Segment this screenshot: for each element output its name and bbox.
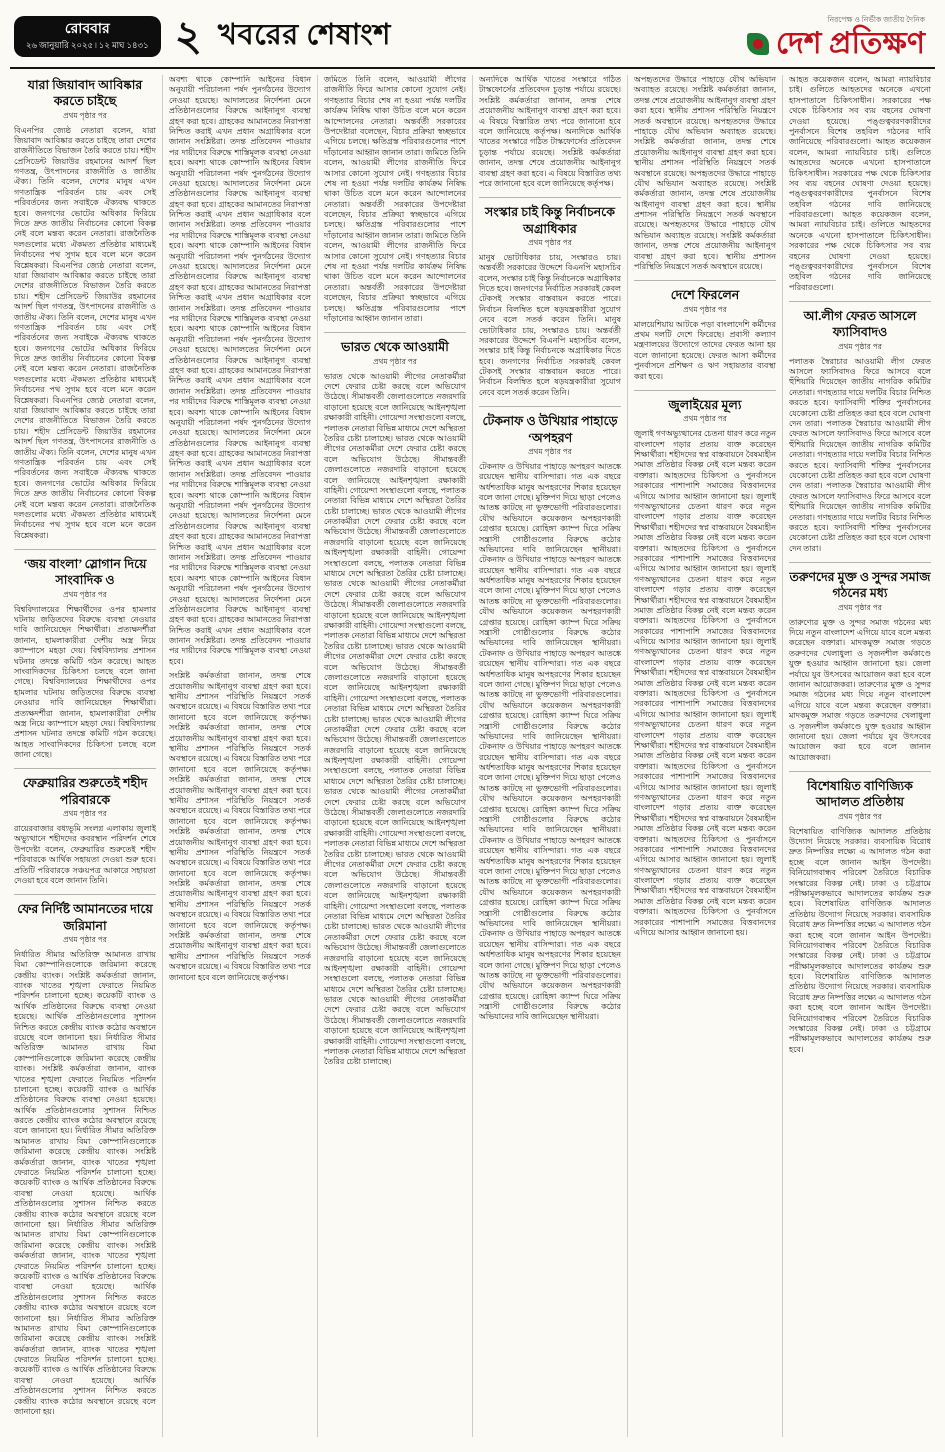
article-headline[interactable]: দেশে ফিরলেন bbox=[634, 280, 776, 303]
article-headline[interactable]: জুলাইয়ের মূল্য bbox=[634, 390, 776, 413]
masthead-logo-icon bbox=[747, 33, 769, 55]
article-body-text: টেকনাফ ও উখিয়ার পাহাড়ে অপহরণ আতঙ্কে রয়েছেন স্থানীয় বাসিন্দারা। গত এক বছরে অর্ধশতাধিক মানুষ অপহরণের শিকার হয়েছেন বলে জানা গেছে। মুক্তিপণ দিয়ে ছাড়া পেলেও আতঙ্ক কাটছে না ভুক্তভোগী পরিবারগুলোর। যৌথ অভিযানে কয়েকজন অপহরণকারী গ্রেপ্তার হয়েছে। রোহিঙ্গা ক্যাম্প ঘিরে সক্রিয় সন্ত্রাসী গোষ্ঠীগুলোর বিরুদ্ধে কঠোর অভিযানের দাবি জানিয়েছেন স্থানীয়রা। টেকনাফ ও উখিয়ার পাহাড়ে অপহরণ আতঙ্কে রয়েছেন স্থানীয় বাসিন্দারা। গত এক বছরে অর্ধশতাধিক মানুষ অপহরণের শিকার হয়েছেন বলে জানা গেছে। মুক্তিপণ দিয়ে ছাড়া পেলেও আতঙ্ক কাটছে না ভুক্তভোগী পরিবারগুলোর। যৌথ অভিযানে কয়েকজন অপহরণকারী গ্রেপ্তার হয়েছে। রোহিঙ্গা ক্যাম্প ঘিরে সক্রিয় সন্ত্রাসী গোষ্ঠীগুলোর বিরুদ্ধে কঠোর অভিযানের দাবি জানিয়েছেন স্থানীয়রা। টেকনাফ ও উখিয়ার পাহাড়ে অপহরণ আতঙ্কে রয়েছেন স্থানীয় বাসিন্দারা। গত এক বছরে অর্ধশতাধিক মানুষ অপহরণের শিকার হয়েছেন বলে জানা গেছে। মুক্তিপণ দিয়ে ছাড়া পেলেও আতঙ্ক কাটছে না ভুক্তভোগী পরিবারগুলোর। যৌথ অভিযানে কয়েকজন অপহরণকারী গ্রেপ্তার হয়েছে। রোহিঙ্গা ক্যাম্প ঘিরে সক্রিয় সন্ত্রাসী গোষ্ঠীগুলোর বিরুদ্ধে কঠোর অভিযানের দাবি জানিয়েছেন স্থানীয়রা। টেকনাফ ও উখিয়ার পাহাড়ে অপহরণ আতঙ্কে রয়েছেন স্থানীয় বাসিন্দারা। গত এক বছরে অর্ধশতাধিক মানুষ অপহরণের শিকার হয়েছেন বলে জানা গেছে। মুক্তিপণ দিয়ে ছাড়া পেলেও আতঙ্ক কাটছে না ভুক্তভোগী পরিবারগুলোর। যৌথ অভিযানে কয়েকজন অপহরণকারী গ্রেপ্তার হয়েছে। রোহিঙ্গা ক্যাম্প ঘিরে সক্রিয় সন্ত্রাসী গোষ্ঠীগুলোর বিরুদ্ধে কঠোর অভিযানের দাবি জানিয়েছেন স্থানীয়রা। টেকনাফ ও উখিয়ার পাহাড়ে অপহরণ আতঙ্কে রয়েছেন স্থানীয় বাসিন্দারা। গত এক বছরে অর্ধশতাধিক মানুষ অপহরণের শিকার হয়েছেন বলে জানা গেছে। মুক্তিপণ দিয়ে ছাড়া পেলেও আতঙ্ক কাটছে না ভুক্তভোগী পরিবারগুলোর। যৌথ অভিযানে কয়েকজন অপহরণকারী গ্রেপ্তার হয়েছে। রোহিঙ্গা ক্যাম্প ঘিরে সক্রিয় সন্ত্রাসী গোষ্ঠীগুলোর বিরুদ্ধে কঠোর অভিযানের দাবি জানিয়েছেন স্থানীয়রা। টেকনাফ ও উখিয়ার পাহাড়ে অপহরণ আতঙ্কে রয়েছেন স্থানীয় বাসিন্দারা। গত এক বছরে অর্ধশতাধিক মানুষ অপহরণের শিকার হয়েছেন বলে জানা গেছে। মুক্তিপণ দিয়ে ছাড়া পেলেও আতঙ্ক কাটছে না ভুক্তভোগী পরিবারগুলোর। যৌথ অভিযানে কয়েকজন অপহরণকারী গ্রেপ্তার হয়েছে। রোহিঙ্গা ক্যাম্প ঘিরে সক্রিয় সন্ত্রাসী গোষ্ঠীগুলোর বিরুদ্ধে কঠোর অভিযানের দাবি জানিয়েছেন স্থানীয়রা। bbox=[479, 461, 621, 1022]
article-body-text: বিএনপির জ্যেষ্ঠ নেতারা বলেন, যারা জিয়াবাদ আবিষ্কার করতে চাইছে তারা দেশের রাজনীতিতে বিভাজন তৈরি করতে চায়। শহীদ প্রেসিডেন্ট জিয়াউর রহমানের আদর্শ ছিল গণতন্ত্র, উৎপাদনের রাজনীতি ও জাতীয় ঐক্য। তিনি বলেন, দেশের মানুষ এখন গণতান্ত্রিক পরিবর্তন চায় এবং সেই পরিবর্তনের জন্য সবাইকে ঐক্যবদ্ধ থাকতে হবে। জনগণের ভোটের অধিকার ফিরিয়ে দিতে দ্রুত জাতীয় নির্বাচনের কোনো বিকল্প নেই বলে মন্তব্য করেন নেতারা। রাজনৈতিক দলগুলোর মধ্যে ঐকমত্য প্রতিষ্ঠার মাধ্যমেই নির্বাচনের পথ সুগম হবে বলে মনে করেন বিশ্লেষকরা। বিএনপির জ্যেষ্ঠ নেতারা বলেন, যারা জিয়াবাদ আবিষ্কার করতে চাইছে তারা দেশের রাজনীতিতে বিভাজন তৈরি করতে চায়। শহীদ প্রেসিডেন্ট জিয়াউর রহমানের আদর্শ ছিল গণতন্ত্র, উৎপাদনের রাজনীতি ও জাতীয় ঐক্য। তিনি বলেন, দেশের মানুষ এখন গণতান্ত্রিক পরিবর্তন চায় এবং সেই পরিবর্তনের জন্য সবাইকে ঐক্যবদ্ধ থাকতে হবে। জনগণের ভোটের অধিকার ফিরিয়ে দিতে দ্রুত জাতীয় নির্বাচনের কোনো বিকল্প নেই বলে মন্তব্য করেন নেতারা। রাজনৈতিক দলগুলোর মধ্যে ঐকমত্য প্রতিষ্ঠার মাধ্যমেই নির্বাচনের পথ সুগম হবে বলে মনে করেন বিশ্লেষকরা। বিএনপির জ্যেষ্ঠ নেতারা বলেন, যারা জিয়াবাদ আবিষ্কার করতে চাইছে তারা দেশের রাজনীতিতে বিভাজন তৈরি করতে চায়। শহীদ প্রেসিডেন্ট জিয়াউর রহমানের আদর্শ ছিল গণতন্ত্র, উৎপাদনের রাজনীতি ও জাতীয় ঐক্য। তিনি বলেন, দেশের মানুষ এখন গণতান্ত্রিক পরিবর্তন চায় এবং সেই পরিবর্তনের জন্য সবাইকে ঐক্যবদ্ধ থাকতে হবে। জনগণের ভোটের অধিকার ফিরিয়ে দিতে দ্রুত জাতীয় নির্বাচনের কোনো বিকল্প নেই বলে মন্তব্য করেন নেতারা। রাজনৈতিক দলগুলোর মধ্যে ঐকমত্য প্রতিষ্ঠার মাধ্যমেই নির্বাচনের পথ সুগম হবে বলে মনে করেন বিশ্লেষকরা। bbox=[14, 125, 156, 540]
continued-from-front-label: প্রথম পৃষ্ঠার পর bbox=[838, 811, 882, 821]
page-header bbox=[0, 0, 945, 67]
section-title: খবরের শেষাংশ bbox=[217, 19, 391, 51]
news-column-1 bbox=[8, 75, 163, 1437]
page-number: ২ bbox=[174, 13, 202, 60]
article-body-text: আহত কয়েকজন বলেন, আমরা ন্যায়বিচার চাই। গুলিতে আহতদের অনেকে এখনো হাসপাতালে চিকিৎসাধীন। সরকারের পক্ষ থেকে চিকিৎসার সব ব্যয় বহনের ঘোষণা দেওয়া হয়েছে। পঙ্গুত্ববরণকারীদের পুনর্বাসনে বিশেষ তহবিল গঠনের দাবি জানিয়েছে পরিবারগুলো। আহত কয়েকজন বলেন, আমরা ন্যায়বিচার চাই। গুলিতে আহতদের অনেকে এখনো হাসপাতালে চিকিৎসাধীন। সরকারের পক্ষ থেকে চিকিৎসার সব ব্যয় বহনের ঘোষণা দেওয়া হয়েছে। পঙ্গুত্ববরণকারীদের পুনর্বাসনে বিশেষ তহবিল গঠনের দাবি জানিয়েছে পরিবারগুলো। আহত কয়েকজন বলেন, আমরা ন্যায়বিচার চাই। গুলিতে আহতদের অনেকে এখনো হাসপাতালে চিকিৎসাধীন। সরকারের পক্ষ থেকে চিকিৎসার সব ব্যয় বহনের ঘোষণা দেওয়া হয়েছে। পঙ্গুত্ববরণকারীদের পুনর্বাসনে বিশেষ তহবিল গঠনের দাবি জানিয়েছে পরিবারগুলো। bbox=[789, 75, 931, 292]
continued-from-front-label: প্রথম পৃষ্ঠার পর bbox=[528, 446, 572, 456]
continued-from-front-label: প্রথম পৃষ্ঠার পর bbox=[63, 934, 107, 944]
news-column-5 bbox=[628, 75, 783, 1437]
continued-from-front-label: প্রথম পৃষ্ঠার পর bbox=[63, 589, 107, 599]
article-headline[interactable]: ফের নির্দিষ্ট আমানতের দায়ে জরিমানা bbox=[14, 894, 156, 934]
article-body-text: জুলাই গণঅভ্যুত্থানের চেতনা ধারণ করে নতুন বাংলাদেশ গড়ার প্রত্যয় ব্যক্ত করেছেন শিক্ষার্থীরা। শহীদদের স্বপ্ন বাস্তবায়নে বৈষম্যহীন সমাজ প্রতিষ্ঠার বিকল্প নেই বলে মন্তব্য করেন বক্তারা। আহতদের চিকিৎসা ও পুনর্বাসনে সরকারের পাশাপাশি সমাজের বিত্তবানদের এগিয়ে আসার আহ্বান জানানো হয়। জুলাই গণঅভ্যুত্থানের চেতনা ধারণ করে নতুন বাংলাদেশ গড়ার প্রত্যয় ব্যক্ত করেছেন শিক্ষার্থীরা। শহীদদের স্বপ্ন বাস্তবায়নে বৈষম্যহীন সমাজ প্রতিষ্ঠার বিকল্প নেই বলে মন্তব্য করেন বক্তারা। আহতদের চিকিৎসা ও পুনর্বাসনে সরকারের পাশাপাশি সমাজের বিত্তবানদের এগিয়ে আসার আহ্বান জানানো হয়। জুলাই গণঅভ্যুত্থানের চেতনা ধারণ করে নতুন বাংলাদেশ গড়ার প্রত্যয় ব্যক্ত করেছেন শিক্ষার্থীরা। শহীদদের স্বপ্ন বাস্তবায়নে বৈষম্যহীন সমাজ প্রতিষ্ঠার বিকল্প নেই বলে মন্তব্য করেন বক্তারা। আহতদের চিকিৎসা ও পুনর্বাসনে সরকারের পাশাপাশি সমাজের বিত্তবানদের এগিয়ে আসার আহ্বান জানানো হয়। জুলাই গণঅভ্যুত্থানের চেতনা ধারণ করে নতুন বাংলাদেশ গড়ার প্রত্যয় ব্যক্ত করেছেন শিক্ষার্থীরা। শহীদদের স্বপ্ন বাস্তবায়নে বৈষম্যহীন সমাজ প্রতিষ্ঠার বিকল্প নেই বলে মন্তব্য করেন বক্তারা। আহতদের চিকিৎসা ও পুনর্বাসনে সরকারের পাশাপাশি সমাজের বিত্তবানদের এগিয়ে আসার আহ্বান জানানো হয়। জুলাই গণঅভ্যুত্থানের চেতনা ধারণ করে নতুন বাংলাদেশ গড়ার প্রত্যয় ব্যক্ত করেছেন শিক্ষার্থীরা। শহীদদের স্বপ্ন বাস্তবায়নে বৈষম্যহীন সমাজ প্রতিষ্ঠার বিকল্প নেই বলে মন্তব্য করেন বক্তারা। আহতদের চিকিৎসা ও পুনর্বাসনে সরকারের পাশাপাশি সমাজের বিত্তবানদের এগিয়ে আসার আহ্বান জানানো হয়। জুলাই গণঅভ্যুত্থানের চেতনা ধারণ করে নতুন বাংলাদেশ গড়ার প্রত্যয় ব্যক্ত করেছেন শিক্ষার্থীরা। শহীদদের স্বপ্ন বাস্তবায়নে বৈষম্যহীন সমাজ প্রতিষ্ঠার বিকল্প নেই বলে মন্তব্য করেন বক্তারা। আহতদের চিকিৎসা ও পুনর্বাসনে সরকারের পাশাপাশি সমাজের বিত্তবানদের এগিয়ে আসার আহ্বান জানানো হয়। জুলাই গণঅভ্যুত্থানের চেতনা ধারণ করে নতুন বাংলাদেশ গড়ার প্রত্যয় ব্যক্ত করেছেন শিক্ষার্থীরা। শহীদদের স্বপ্ন বাস্তবায়নে বৈষম্যহীন সমাজ প্রতিষ্ঠার বিকল্প নেই বলে মন্তব্য করেন বক্তারা। আহতদের চিকিৎসা ও পুনর্বাসনে সরকারের পাশাপাশি সমাজের বিত্তবানদের এগিয়ে আসার আহ্বান জানানো হয়। bbox=[634, 429, 776, 938]
continued-from-front-label: প্রথম পৃষ্ঠার পর bbox=[373, 356, 417, 366]
continued-from-front-label: প্রথম পৃষ্ঠার পর bbox=[838, 602, 882, 612]
news-column-6 bbox=[783, 75, 937, 1437]
article-body-text: অন্যদিকে আর্থিক খাতের সংস্কারে গঠিত টাস্কফোর্সের প্রতিবেদন চূড়ান্ত পর্যায়ে রয়েছে। সংশ্লিষ্ট কর্মকর্তারা জানান, তদন্ত শেষে প্রয়োজনীয় আইনানুগ ব্যবস্থা গ্রহণ করা হবে। এ বিষয়ে বিস্তারিত তথ্য পরে জানানো হবে বলে জানিয়েছে কর্তৃপক্ষ। অন্যদিকে আর্থিক খাতের সংস্কারে গঠিত টাস্কফোর্সের প্রতিবেদন চূড়ান্ত পর্যায়ে রয়েছে। সংশ্লিষ্ট কর্মকর্তারা জানান, তদন্ত শেষে প্রয়োজনীয় আইনানুগ ব্যবস্থা গ্রহণ করা হবে। এ বিষয়ে বিস্তারিত তথ্য পরে জানানো হবে বলে জানিয়েছে কর্তৃপক্ষ। bbox=[479, 75, 621, 188]
article-headline[interactable]: তরুণদের মুক্ত ও সুন্দর সমাজ গঠনের মধ্য bbox=[789, 562, 931, 602]
article-body-text: সংশ্লিষ্ট কর্মকর্তারা জানান, তদন্ত শেষে প্রয়োজনীয় আইনানুগ ব্যবস্থা গ্রহণ করা হবে। স্থানীয় প্রশাসন পরিস্থিতি নিয়ন্ত্রণে সতর্ক অবস্থানে রয়েছে। এ বিষয়ে বিস্তারিত তথ্য পরে জানানো হবে বলে জানিয়েছে কর্তৃপক্ষ। সংশ্লিষ্ট কর্মকর্তারা জানান, তদন্ত শেষে প্রয়োজনীয় আইনানুগ ব্যবস্থা গ্রহণ করা হবে। স্থানীয় প্রশাসন পরিস্থিতি নিয়ন্ত্রণে সতর্ক অবস্থানে রয়েছে। এ বিষয়ে বিস্তারিত তথ্য পরে জানানো হবে বলে জানিয়েছে কর্তৃপক্ষ। সংশ্লিষ্ট কর্মকর্তারা জানান, তদন্ত শেষে প্রয়োজনীয় আইনানুগ ব্যবস্থা গ্রহণ করা হবে। স্থানীয় প্রশাসন পরিস্থিতি নিয়ন্ত্রণে সতর্ক অবস্থানে রয়েছে। এ বিষয়ে বিস্তারিত তথ্য পরে জানানো হবে বলে জানিয়েছে কর্তৃপক্ষ। সংশ্লিষ্ট কর্মকর্তারা জানান, তদন্ত শেষে প্রয়োজনীয় আইনানুগ ব্যবস্থা গ্রহণ করা হবে। স্থানীয় প্রশাসন পরিস্থিতি নিয়ন্ত্রণে সতর্ক অবস্থানে রয়েছে। এ বিষয়ে বিস্তারিত তথ্য পরে জানানো হবে বলে জানিয়েছে কর্তৃপক্ষ। সংশ্লিষ্ট কর্মকর্তারা জানান, তদন্ত শেষে প্রয়োজনীয় আইনানুগ ব্যবস্থা গ্রহণ করা হবে। স্থানীয় প্রশাসন পরিস্থিতি নিয়ন্ত্রণে সতর্ক অবস্থানে রয়েছে। এ বিষয়ে বিস্তারিত তথ্য পরে জানানো হবে বলে জানিয়েছে কর্তৃপক্ষ। সংশ্লিষ্ট কর্মকর্তারা জানান, তদন্ত শেষে প্রয়োজনীয় আইনানুগ ব্যবস্থা গ্রহণ করা হবে। স্থানীয় প্রশাসন পরিস্থিতি নিয়ন্ত্রণে সতর্ক অবস্থানে রয়েছে। এ বিষয়ে বিস্তারিত তথ্য পরে জানানো হবে বলে জানিয়েছে কর্তৃপক্ষ। bbox=[169, 671, 311, 982]
article-body-text: বিশেষায়িত বাণিজ্যিক আদালত প্রতিষ্ঠায় উদ্যোগ নিয়েছে সরকার। ব্যবসায়িক বিরোধ দ্রুত নিষ্পত্তির লক্ষ্যে এ আদালত গঠন করা হচ্ছে বলে জানান আইন উপদেষ্টা। বিনিয়োগবান্ধব পরিবেশ তৈরিতে বিচারিক সংস্কারের বিকল্প নেই। ঢাকা ও চট্টগ্রামে পরীক্ষামূলকভাবে আদালতের কার্যক্রম শুরু হবে। বিশেষায়িত বাণিজ্যিক আদালত প্রতিষ্ঠায় উদ্যোগ নিয়েছে সরকার। ব্যবসায়িক বিরোধ দ্রুত নিষ্পত্তির লক্ষ্যে এ আদালত গঠন করা হচ্ছে বলে জানান আইন উপদেষ্টা। বিনিয়োগবান্ধব পরিবেশ তৈরিতে বিচারিক সংস্কারের বিকল্প নেই। ঢাকা ও চট্টগ্রামে পরীক্ষামূলকভাবে আদালতের কার্যক্রম শুরু হবে। বিশেষায়িত বাণিজ্যিক আদালত প্রতিষ্ঠায় উদ্যোগ নিয়েছে সরকার। ব্যবসায়িক বিরোধ দ্রুত নিষ্পত্তির লক্ষ্যে এ আদালত গঠন করা হচ্ছে বলে জানান আইন উপদেষ্টা। বিনিয়োগবান্ধব পরিবেশ তৈরিতে বিচারিক সংস্কারের বিকল্প নেই। ঢাকা ও চট্টগ্রামে পরীক্ষামূলকভাবে আদালতের কার্যক্রম শুরু হবে। bbox=[789, 826, 931, 1054]
article-body-text: জমিতে তিনি বলেন, আওয়ামী লীগের রাজনীতি ফিরে আসার কোনো সুযোগ নেই। গণহত্যার বিচার শেষ না হওয়া পর্যন্ত দলটির কার্যক্রম নিষিদ্ধ থাকা উচিত বলে মনে করেন আন্দোলনের নেতারা। অন্তর্বর্তী সরকারের উপদেষ্টারা বলেছেন, বিচার প্রক্রিয়া স্বচ্ছভাবে এগিয়ে চলছে। ক্ষতিগ্রস্ত পরিবারগুলোর পাশে দাঁড়ানোর আহ্বান জানান তারা। জমিতে তিনি বলেন, আওয়ামী লীগের রাজনীতি ফিরে আসার কোনো সুযোগ নেই। গণহত্যার বিচার শেষ না হওয়া পর্যন্ত দলটির কার্যক্রম নিষিদ্ধ থাকা উচিত বলে মনে করেন আন্দোলনের নেতারা। অন্তর্বর্তী সরকারের উপদেষ্টারা বলেছেন, বিচার প্রক্রিয়া স্বচ্ছভাবে এগিয়ে চলছে। ক্ষতিগ্রস্ত পরিবারগুলোর পাশে দাঁড়ানোর আহ্বান জানান তারা। জমিতে তিনি বলেন, আওয়ামী লীগের রাজনীতি ফিরে আসার কোনো সুযোগ নেই। গণহত্যার বিচার শেষ না হওয়া পর্যন্ত দলটির কার্যক্রম নিষিদ্ধ থাকা উচিত বলে মনে করেন আন্দোলনের নেতারা। অন্তর্বর্তী সরকারের উপদেষ্টারা বলেছেন, বিচার প্রক্রিয়া স্বচ্ছভাবে এগিয়ে চলছে। ক্ষতিগ্রস্ত পরিবারগুলোর পাশে দাঁড়ানোর আহ্বান জানান তারা। bbox=[324, 75, 466, 323]
article-headline[interactable]: ‘জয় বাংলা’ স্লোগান দিয়ে সাংবাদিক ও bbox=[14, 549, 156, 589]
weekday-label: রোববার bbox=[64, 21, 110, 37]
article-body-text: মালয়েশিয়ায় আটকে পড়া বাংলাদেশি কর্মীদের প্রথম দলটি দেশে ফিরেছে। প্রবাসী কল্যাণ মন্ত্রণালয়ের উদ্যোগে তাদের ফেরত আনা হয় বলে জানানো হয়েছে। ফেরত আসা কর্মীদের পুনর্বাসনে প্রশিক্ষণ ও ঋণ সহায়তার ব্যবস্থা করা হবে। bbox=[634, 319, 776, 381]
article-headline[interactable]: সংস্কার চাই কিন্তু নির্বাচনকে অগ্রাধিকার bbox=[479, 197, 621, 237]
news-column-4 bbox=[473, 75, 628, 1437]
article-body-text: রায়েরবাজার বধ্যভূমি সংলগ্ন এলাকায় জুলাই অভ্যুত্থানে শহীদদের কবরস্থান পরিদর্শন শেষে উপদেষ্টা বলেন, ফেব্রুয়ারির শুরুতেই শহীদ পরিবারকে আর্থিক সহায়তা দেওয়া শুরু হবে। প্রতিটি পরিবারকে সঞ্চয়পত্র আকারে সহায়তা দেওয়া হবে বলে জানান তিনি। bbox=[14, 823, 156, 885]
continued-from-front-label: প্রথম পৃষ্ঠার পর bbox=[63, 110, 107, 120]
masthead-tagline: নিরপেক্ষ ও নির্ভীক জাতীয় দৈনিক bbox=[827, 14, 925, 24]
article-body-text: অপহৃতদের উদ্ধারে পাহাড়ে যৌথ অভিযান অব্যাহত রয়েছে। সংশ্লিষ্ট কর্মকর্তারা জানান, তদন্ত শেষে প্রয়োজনীয় আইনানুগ ব্যবস্থা গ্রহণ করা হবে। স্থানীয় প্রশাসন পরিস্থিতি নিয়ন্ত্রণে সতর্ক অবস্থানে রয়েছে। অপহৃতদের উদ্ধারে পাহাড়ে যৌথ অভিযান অব্যাহত রয়েছে। সংশ্লিষ্ট কর্মকর্তারা জানান, তদন্ত শেষে প্রয়োজনীয় আইনানুগ ব্যবস্থা গ্রহণ করা হবে। স্থানীয় প্রশাসন পরিস্থিতি নিয়ন্ত্রণে সতর্ক অবস্থানে রয়েছে। অপহৃতদের উদ্ধারে পাহাড়ে যৌথ অভিযান অব্যাহত রয়েছে। সংশ্লিষ্ট কর্মকর্তারা জানান, তদন্ত শেষে প্রয়োজনীয় আইনানুগ ব্যবস্থা গ্রহণ করা হবে। স্থানীয় প্রশাসন পরিস্থিতি নিয়ন্ত্রণে সতর্ক অবস্থানে রয়েছে। অপহৃতদের উদ্ধারে পাহাড়ে যৌথ অভিযান অব্যাহত রয়েছে। সংশ্লিষ্ট কর্মকর্তারা জানান, তদন্ত শেষে প্রয়োজনীয় আইনানুগ ব্যবস্থা গ্রহণ করা হবে। স্থানীয় প্রশাসন পরিস্থিতি নিয়ন্ত্রণে সতর্ক অবস্থানে রয়েছে। bbox=[634, 75, 776, 272]
columns-area bbox=[0, 69, 945, 1437]
news-column-2 bbox=[163, 75, 318, 1437]
masthead-title: দেশ প্রতিক্ষণ bbox=[775, 26, 925, 60]
date-label: ২৬ জানুয়ারি ২০২৫ ৷ ১২ মাঘ ১৪৩১ bbox=[26, 39, 149, 50]
article-body-text: বিশ্ববিদ্যালয়ের শিক্ষার্থীদের ওপর হামলার ঘটনায় জড়িতদের বিরুদ্ধে ব্যবস্থা নেওয়ার দাবি জানিয়েছেন শিক্ষার্থীরা। প্রত্যক্ষদর্শীরা জানান, হামলাকারীরা দেশীয় অস্ত্র নিয়ে ক্যাম্পাসে মহড়া দেয়। বিশ্ববিদ্যালয় প্রশাসন ঘটনার তদন্তে কমিটি গঠন করেছে। আহত সাংবাদিকদের চিকিৎসা চলছে বলে জানা গেছে। বিশ্ববিদ্যালয়ের শিক্ষার্থীদের ওপর হামলার ঘটনায় জড়িতদের বিরুদ্ধে ব্যবস্থা নেওয়ার দাবি জানিয়েছেন শিক্ষার্থীরা। প্রত্যক্ষদর্শীরা জানান, হামলাকারীরা দেশীয় অস্ত্র নিয়ে ক্যাম্পাসে মহড়া দেয়। বিশ্ববিদ্যালয় প্রশাসন ঘটনার তদন্তে কমিটি গঠন করেছে। আহত সাংবাদিকদের চিকিৎসা চলছে বলে জানা গেছে। bbox=[14, 604, 156, 760]
article-body-text: মানুষ ভোটাধিকার চায়, সংস্কারও চায়। অন্তর্বর্তী সরকারের উদ্দেশে বিএনপি মহাসচিব বলেন, সংস্কার চাই কিন্তু নির্বাচনকে অগ্রাধিকার দিতে হবে। জনগণের নির্বাচিত সরকারই কেবল টেকসই সংস্কার বাস্তবায়ন করতে পারে। নির্বাচন বিলম্বিত হলে ষড়যন্ত্রকারীরা সুযোগ নেবে বলে সতর্ক করেন তিনি। মানুষ ভোটাধিকার চায়, সংস্কারও চায়। অন্তর্বর্তী সরকারের উদ্দেশে বিএনপি মহাসচিব বলেন, সংস্কার চাই কিন্তু নির্বাচনকে অগ্রাধিকার দিতে হবে। জনগণের নির্বাচিত সরকারই কেবল টেকসই সংস্কার বাস্তবায়ন করতে পারে। নির্বাচন বিলম্বিত হলে ষড়যন্ত্রকারীরা সুযোগ নেবে বলে সতর্ক করেন তিনি। bbox=[479, 252, 621, 397]
masthead[interactable] bbox=[747, 15, 935, 59]
news-column-3 bbox=[318, 75, 473, 1437]
article-headline[interactable]: বিশেষায়িত বাণিজ্যিক আদালত প্রতিষ্ঠায় bbox=[789, 771, 931, 811]
date-box bbox=[14, 16, 161, 57]
article-body-text: অবশ্য থাকে কোম্পানি আইনের বিধান অনুযায়ী পরিচালনা পর্ষদ পুনর্গঠনের উদ্যোগ নেওয়া হয়েছে। আদালতের নির্দেশনা মেনে প্রতিষ্ঠানগুলোর বিরুদ্ধে আইনানুগ ব্যবস্থা গ্রহণ করা হবে। গ্রাহকের আমানতের নিরাপত্তা নিশ্চিত করাই এখন প্রধান অগ্রাধিকার বলে জানান সংশ্লিষ্টরা। তদন্ত প্রতিবেদন পাওয়ার পর দায়ীদের বিরুদ্ধে শাস্তিমূলক ব্যবস্থা নেওয়া হবে। অবশ্য থাকে কোম্পানি আইনের বিধান অনুযায়ী পরিচালনা পর্ষদ পুনর্গঠনের উদ্যোগ নেওয়া হয়েছে। আদালতের নির্দেশনা মেনে প্রতিষ্ঠানগুলোর বিরুদ্ধে আইনানুগ ব্যবস্থা গ্রহণ করা হবে। গ্রাহকের আমানতের নিরাপত্তা নিশ্চিত করাই এখন প্রধান অগ্রাধিকার বলে জানান সংশ্লিষ্টরা। তদন্ত প্রতিবেদন পাওয়ার পর দায়ীদের বিরুদ্ধে শাস্তিমূলক ব্যবস্থা নেওয়া হবে। অবশ্য থাকে কোম্পানি আইনের বিধান অনুযায়ী পরিচালনা পর্ষদ পুনর্গঠনের উদ্যোগ নেওয়া হয়েছে। আদালতের নির্দেশনা মেনে প্রতিষ্ঠানগুলোর বিরুদ্ধে আইনানুগ ব্যবস্থা গ্রহণ করা হবে। গ্রাহকের আমানতের নিরাপত্তা নিশ্চিত করাই এখন প্রধান অগ্রাধিকার বলে জানান সংশ্লিষ্টরা। তদন্ত প্রতিবেদন পাওয়ার পর দায়ীদের বিরুদ্ধে শাস্তিমূলক ব্যবস্থা নেওয়া হবে। অবশ্য থাকে কোম্পানি আইনের বিধান অনুযায়ী পরিচালনা পর্ষদ পুনর্গঠনের উদ্যোগ নেওয়া হয়েছে। আদালতের নির্দেশনা মেনে প্রতিষ্ঠানগুলোর বিরুদ্ধে আইনানুগ ব্যবস্থা গ্রহণ করা হবে। গ্রাহকের আমানতের নিরাপত্তা নিশ্চিত করাই এখন প্রধান অগ্রাধিকার বলে জানান সংশ্লিষ্টরা। তদন্ত প্রতিবেদন পাওয়ার পর দায়ীদের বিরুদ্ধে শাস্তিমূলক ব্যবস্থা নেওয়া হবে। অবশ্য থাকে কোম্পানি আইনের বিধান অনুযায়ী পরিচালনা পর্ষদ পুনর্গঠনের উদ্যোগ নেওয়া হয়েছে। আদালতের নির্দেশনা মেনে প্রতিষ্ঠানগুলোর বিরুদ্ধে আইনানুগ ব্যবস্থা গ্রহণ করা হবে। গ্রাহকের আমানতের নিরাপত্তা নিশ্চিত করাই এখন প্রধান অগ্রাধিকার বলে জানান সংশ্লিষ্টরা। তদন্ত প্রতিবেদন পাওয়ার পর দায়ীদের বিরুদ্ধে শাস্তিমূলক ব্যবস্থা নেওয়া হবে। অবশ্য থাকে কোম্পানি আইনের বিধান অনুযায়ী পরিচালনা পর্ষদ পুনর্গঠনের উদ্যোগ নেওয়া হয়েছে। আদালতের নির্দেশনা মেনে প্রতিষ্ঠানগুলোর বিরুদ্ধে আইনানুগ ব্যবস্থা গ্রহণ করা হবে। গ্রাহকের আমানতের নিরাপত্তা নিশ্চিত করাই এখন প্রধান অগ্রাধিকার বলে জানান সংশ্লিষ্টরা। তদন্ত প্রতিবেদন পাওয়ার পর দায়ীদের বিরুদ্ধে শাস্তিমূলক ব্যবস্থা নেওয়া হবে। অবশ্য থাকে কোম্পানি আইনের বিধান অনুযায়ী পরিচালনা পর্ষদ পুনর্গঠনের উদ্যোগ নেওয়া হয়েছে। আদালতের নির্দেশনা মেনে প্রতিষ্ঠানগুলোর বিরুদ্ধে আইনানুগ ব্যবস্থা গ্রহণ করা হবে। গ্রাহকের আমানতের নিরাপত্তা নিশ্চিত করাই এখন প্রধান অগ্রাধিকার বলে জানান সংশ্লিষ্টরা। তদন্ত প্রতিবেদন পাওয়ার পর দায়ীদের বিরুদ্ধে শাস্তিমূলক ব্যবস্থা নেওয়া হবে। bbox=[169, 75, 311, 666]
continued-from-front-label: প্রথম পৃষ্ঠার পর bbox=[528, 237, 572, 247]
article-body-text: তারুণ্যের মুক্ত ও সুন্দর সমাজ গঠনের মধ্য দিয়ে নতুন বাংলাদেশ এগিয়ে যাবে বলে মন্তব্য করেছেন বক্তারা। মাদকমুক্ত সমাজ গড়তে তরুণদের খেলাধুলা ও সৃজনশীল কর্মকাণ্ডে যুক্ত হওয়ার আহ্বান জানানো হয়। জেলা পর্যায়ে যুব উৎসবের আয়োজন করা হবে বলে জানান আয়োজকরা। তারুণ্যের মুক্ত ও সুন্দর সমাজ গঠনের মধ্য দিয়ে নতুন বাংলাদেশ এগিয়ে যাবে বলে মন্তব্য করেছেন বক্তারা। মাদকমুক্ত সমাজ গড়তে তরুণদের খেলাধুলা ও সৃজনশীল কর্মকাণ্ডে যুক্ত হওয়ার আহ্বান জানানো হয়। জেলা পর্যায়ে যুব উৎসবের আয়োজন করা হবে বলে জানান আয়োজকরা। bbox=[789, 617, 931, 762]
article-body-text: নির্ধারিত সীমার অতিরিক্ত আমানত রাখায় বিমা কোম্পানিগুলোকে জরিমানা করেছে কেন্দ্রীয় ব্যাংক। সংশ্লিষ্ট কর্মকর্তারা জানান, ব্যাংক খাতের শৃঙ্খলা ফেরাতে নিয়মিত পরিদর্শন চালানো হচ্ছে। কয়েকটি ব্যাংক ও আর্থিক প্রতিষ্ঠানের বিরুদ্ধে ব্যবস্থা নেওয়া হয়েছে। আর্থিক প্রতিষ্ঠানগুলোর সুশাসন নিশ্চিত করতে কেন্দ্রীয় ব্যাংক কঠোর অবস্থানে রয়েছে বলে জানানো হয়। নির্ধারিত সীমার অতিরিক্ত আমানত রাখায় বিমা কোম্পানিগুলোকে জরিমানা করেছে কেন্দ্রীয় ব্যাংক। সংশ্লিষ্ট কর্মকর্তারা জানান, ব্যাংক খাতের শৃঙ্খলা ফেরাতে নিয়মিত পরিদর্শন চালানো হচ্ছে। কয়েকটি ব্যাংক ও আর্থিক প্রতিষ্ঠানের বিরুদ্ধে ব্যবস্থা নেওয়া হয়েছে। আর্থিক প্রতিষ্ঠানগুলোর সুশাসন নিশ্চিত করতে কেন্দ্রীয় ব্যাংক কঠোর অবস্থানে রয়েছে বলে জানানো হয়। নির্ধারিত সীমার অতিরিক্ত আমানত রাখায় বিমা কোম্পানিগুলোকে জরিমানা করেছে কেন্দ্রীয় ব্যাংক। সংশ্লিষ্ট কর্মকর্তারা জানান, ব্যাংক খাতের শৃঙ্খলা ফেরাতে নিয়মিত পরিদর্শন চালানো হচ্ছে। কয়েকটি ব্যাংক ও আর্থিক প্রতিষ্ঠানের বিরুদ্ধে ব্যবস্থা নেওয়া হয়েছে। আর্থিক প্রতিষ্ঠানগুলোর সুশাসন নিশ্চিত করতে কেন্দ্রীয় ব্যাংক কঠোর অবস্থানে রয়েছে বলে জানানো হয়। নির্ধারিত সীমার অতিরিক্ত আমানত রাখায় বিমা কোম্পানিগুলোকে জরিমানা করেছে কেন্দ্রীয় ব্যাংক। সংশ্লিষ্ট কর্মকর্তারা জানান, ব্যাংক খাতের শৃঙ্খলা ফেরাতে নিয়মিত পরিদর্শন চালানো হচ্ছে। কয়েকটি ব্যাংক ও আর্থিক প্রতিষ্ঠানের বিরুদ্ধে ব্যবস্থা নেওয়া হয়েছে। আর্থিক প্রতিষ্ঠানগুলোর সুশাসন নিশ্চিত করতে কেন্দ্রীয় ব্যাংক কঠোর অবস্থানে রয়েছে বলে জানানো হয়। নির্ধারিত সীমার অতিরিক্ত আমানত রাখায় বিমা কোম্পানিগুলোকে জরিমানা করেছে কেন্দ্রীয় ব্যাংক। সংশ্লিষ্ট কর্মকর্তারা জানান, ব্যাংক খাতের শৃঙ্খলা ফেরাতে নিয়মিত পরিদর্শন চালানো হচ্ছে। কয়েকটি ব্যাংক ও আর্থিক প্রতিষ্ঠানের বিরুদ্ধে ব্যবস্থা নেওয়া হয়েছে। আর্থিক প্রতিষ্ঠানগুলোর সুশাসন নিশ্চিত করতে কেন্দ্রীয় ব্যাংক কঠোর অবস্থানে রয়েছে বলে জানানো হয়। bbox=[14, 949, 156, 1417]
continued-from-front-label: প্রথম পৃষ্ঠার পর bbox=[683, 414, 727, 424]
article-headline[interactable]: টেকনাফ ও উখিয়ার পাহাড়ে ‘অপহরণ bbox=[479, 406, 621, 446]
article-headline[interactable]: যারা জিয়াবাদ আবিষ্কার করতে চাইছে bbox=[27, 78, 143, 109]
article-body-text: পলাতক স্বৈরাচার আওয়ামী লীগ ফেরত আসলে ফ্যাসিবাদও ফিরে আসবে বলে হুঁশিয়ারি দিয়েছেন জাতীয় নাগরিক কমিটির নেতারা। গণহত্যার দায়ে দলটির বিচার নিশ্চিত করতে হবে। ফ্যাসিবাদী শক্তির পুনর্বাসনের যেকোনো চেষ্টা প্রতিহত করা হবে বলে ঘোষণা দেন তারা। পলাতক স্বৈরাচার আওয়ামী লীগ ফেরত আসলে ফ্যাসিবাদও ফিরে আসবে বলে হুঁশিয়ারি দিয়েছেন জাতীয় নাগরিক কমিটির নেতারা। গণহত্যার দায়ে দলটির বিচার নিশ্চিত করতে হবে। ফ্যাসিবাদী শক্তির পুনর্বাসনের যেকোনো চেষ্টা প্রতিহত করা হবে বলে ঘোষণা দেন তারা। পলাতক স্বৈরাচার আওয়ামী লীগ ফেরত আসলে ফ্যাসিবাদও ফিরে আসবে বলে হুঁশিয়ারি দিয়েছেন জাতীয় নাগরিক কমিটির নেতারা। গণহত্যার দায়ে দলটির বিচার নিশ্চিত করতে হবে। ফ্যাসিবাদী শক্তির পুনর্বাসনের যেকোনো চেষ্টা প্রতিহত করা হবে বলে ঘোষণা দেন তারা। bbox=[789, 356, 931, 553]
article-headline[interactable]: ভারত থেকে আওয়ামী bbox=[324, 332, 466, 355]
article-body-text: ভারত থেকে আওয়ামী লীগের নেতাকর্মীরা দেশে ফেরার চেষ্টা করছে বলে অভিযোগ উঠেছে। সীমান্তবর্তী জেলাগুলোতে নজরদারি বাড়ানো হয়েছে বলে জানিয়েছে আইনশৃঙ্খলা রক্ষাকারী বাহিনী। গোয়েন্দা সংস্থাগুলো বলছে, পলাতক নেতারা বিভিন্ন মাধ্যমে দেশে অস্থিরতা তৈরির চেষ্টা চালাচ্ছে। ভারত থেকে আওয়ামী লীগের নেতাকর্মীরা দেশে ফেরার চেষ্টা করছে বলে অভিযোগ উঠেছে। সীমান্তবর্তী জেলাগুলোতে নজরদারি বাড়ানো হয়েছে বলে জানিয়েছে আইনশৃঙ্খলা রক্ষাকারী বাহিনী। গোয়েন্দা সংস্থাগুলো বলছে, পলাতক নেতারা বিভিন্ন মাধ্যমে দেশে অস্থিরতা তৈরির চেষ্টা চালাচ্ছে। ভারত থেকে আওয়ামী লীগের নেতাকর্মীরা দেশে ফেরার চেষ্টা করছে বলে অভিযোগ উঠেছে। সীমান্তবর্তী জেলাগুলোতে নজরদারি বাড়ানো হয়েছে বলে জানিয়েছে আইনশৃঙ্খলা রক্ষাকারী বাহিনী। গোয়েন্দা সংস্থাগুলো বলছে, পলাতক নেতারা বিভিন্ন মাধ্যমে দেশে অস্থিরতা তৈরির চেষ্টা চালাচ্ছে। ভারত থেকে আওয়ামী লীগের নেতাকর্মীরা দেশে ফেরার চেষ্টা করছে বলে অভিযোগ উঠেছে। সীমান্তবর্তী জেলাগুলোতে নজরদারি বাড়ানো হয়েছে বলে জানিয়েছে আইনশৃঙ্খলা রক্ষাকারী বাহিনী। গোয়েন্দা সংস্থাগুলো বলছে, পলাতক নেতারা বিভিন্ন মাধ্যমে দেশে অস্থিরতা তৈরির চেষ্টা চালাচ্ছে। ভারত থেকে আওয়ামী লীগের নেতাকর্মীরা দেশে ফেরার চেষ্টা করছে বলে অভিযোগ উঠেছে। সীমান্তবর্তী জেলাগুলোতে নজরদারি বাড়ানো হয়েছে বলে জানিয়েছে আইনশৃঙ্খলা রক্ষাকারী বাহিনী। গোয়েন্দা সংস্থাগুলো বলছে, পলাতক নেতারা বিভিন্ন মাধ্যমে দেশে অস্থিরতা তৈরির চেষ্টা চালাচ্ছে। ভারত থেকে আওয়ামী লীগের নেতাকর্মীরা দেশে ফেরার চেষ্টা করছে বলে অভিযোগ উঠেছে। সীমান্তবর্তী জেলাগুলোতে নজরদারি বাড়ানো হয়েছে বলে জানিয়েছে আইনশৃঙ্খলা রক্ষাকারী বাহিনী। গোয়েন্দা সংস্থাগুলো বলছে, পলাতক নেতারা বিভিন্ন মাধ্যমে দেশে অস্থিরতা তৈরির চেষ্টা চালাচ্ছে। ভারত থেকে আওয়ামী লীগের নেতাকর্মীরা দেশে ফেরার চেষ্টা করছে বলে অভিযোগ উঠেছে। সীমান্তবর্তী জেলাগুলোতে নজরদারি বাড়ানো হয়েছে বলে জানিয়েছে আইনশৃঙ্খলা রক্ষাকারী বাহিনী। গোয়েন্দা সংস্থাগুলো বলছে, পলাতক নেতারা বিভিন্ন মাধ্যমে দেশে অস্থিরতা তৈরির চেষ্টা চালাচ্ছে। ভারত থেকে আওয়ামী লীগের নেতাকর্মীরা দেশে ফেরার চেষ্টা করছে বলে অভিযোগ উঠেছে। সীমান্তবর্তী জেলাগুলোতে নজরদারি বাড়ানো হয়েছে বলে জানিয়েছে আইনশৃঙ্খলা রক্ষাকারী বাহিনী। গোয়েন্দা সংস্থাগুলো বলছে, পলাতক নেতারা বিভিন্ন মাধ্যমে দেশে অস্থিরতা তৈরির চেষ্টা চালাচ্ছে। ভারত থেকে আওয়ামী লীগের নেতাকর্মীরা দেশে ফেরার চেষ্টা করছে বলে অভিযোগ উঠেছে। সীমান্তবর্তী জেলাগুলোতে নজরদারি বাড়ানো হয়েছে বলে জানিয়েছে আইনশৃঙ্খলা রক্ষাকারী বাহিনী। গোয়েন্দা সংস্থাগুলো বলছে, পলাতক নেতারা বিভিন্ন মাধ্যমে দেশে অস্থিরতা তৈরির চেষ্টা চালাচ্ছে। ভারত থেকে আওয়ামী লীগের নেতাকর্মীরা দেশে ফেরার চেষ্টা করছে বলে অভিযোগ উঠেছে। সীমান্তবর্তী জেলাগুলোতে নজরদারি বাড়ানো হয়েছে বলে জানিয়েছে আইনশৃঙ্খলা রক্ষাকারী বাহিনী। গোয়েন্দা সংস্থাগুলো বলছে, পলাতক নেতারা বিভিন্ন মাধ্যমে দেশে অস্থিরতা তৈরির চেষ্টা চালাচ্ছে। bbox=[324, 371, 466, 1067]
continued-from-front-label: প্রথম পৃষ্ঠার পর bbox=[683, 304, 727, 314]
article-headline[interactable]: আ.লীগ ফেরত আসলে ফ্যাসিবাদও bbox=[789, 301, 931, 341]
continued-from-front-label: প্রথম পৃষ্ঠার পর bbox=[838, 341, 882, 351]
continued-from-front-label: প্রথম পৃষ্ঠার পর bbox=[63, 808, 107, 818]
article-headline[interactable]: ফেব্রুয়ারির শুরুতেই শহীদ পরিবারকে bbox=[14, 768, 156, 808]
